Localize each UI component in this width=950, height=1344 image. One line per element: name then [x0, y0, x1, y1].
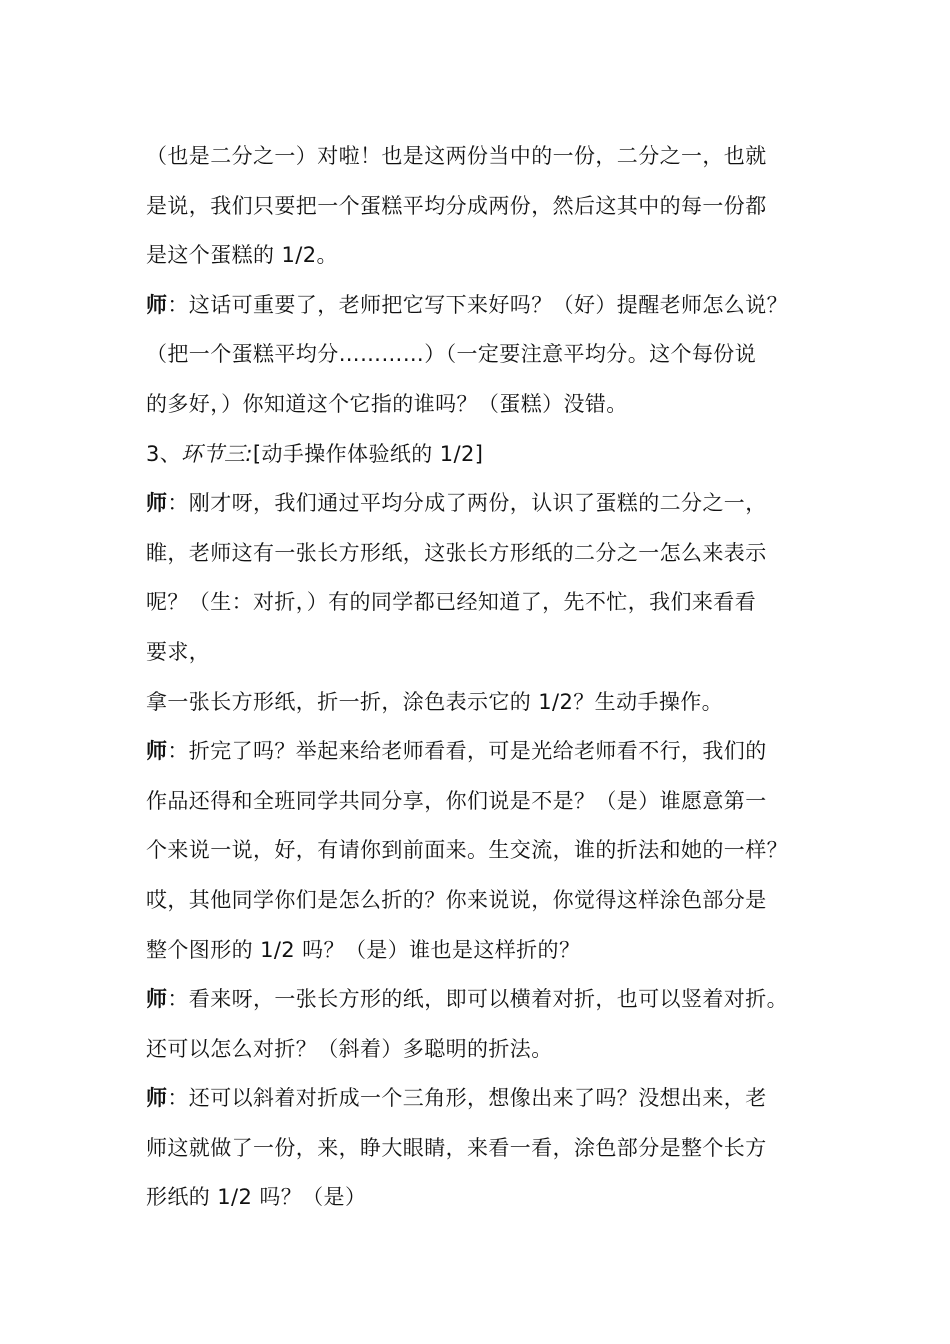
text-line: 呢？（生：对折，）有的同学都已经知道了，先不忙，我们来看看 [146, 590, 757, 615]
text-span: ：刚才呀，我们通过平均分成了两份，认识了蛋糕的二分之一， [167, 491, 767, 516]
heading-text: [动手操作体验纸的 1/2] [252, 441, 484, 466]
text-line: 是说，我们只要把一个蛋糕平均分成两份，然后这其中的每一份都 [146, 193, 767, 218]
text-span: ：这话可重要了，老师把它写下来好吗？（好）提醒老师怎么说？ [167, 292, 789, 317]
section-heading [146, 430, 836, 480]
text-line [146, 281, 836, 331]
text-line: 形纸的 1/2 吗？（是） [146, 1185, 367, 1210]
text-line: 整个图形的 1/2 吗？（是）谁也是这样折的？ [146, 937, 581, 962]
text-span: ：看来呀，一张长方形的纸，即可以横着对折，也可以竖着对折。 [167, 987, 789, 1012]
text-span: ：折完了吗？举起来给老师看看，可是光给老师看不行，我们的 [167, 739, 767, 764]
text-line: 作品还得和全班同学共同分享，你们说是不是？（是）谁愿意第一 [146, 788, 767, 813]
speaker-label: 师 [146, 739, 168, 764]
heading-number: 3、 [146, 441, 182, 466]
text-line: 是这个蛋糕的 1/2。 [146, 243, 338, 268]
text-line: 师这就做了一份，来，睁大眼睛，来看一看，涂色部分是整个长方 [146, 1135, 767, 1160]
text-span: ：还可以斜着对折成一个三角形，想像出来了吗？没想出来，老 [167, 1086, 767, 1111]
speaker-label: 师 [146, 1086, 168, 1111]
text-line: 拿一张长方形纸，折一折，涂色表示它的 1/2？生动手操作。 [146, 689, 724, 714]
text-line: 的多好，）你知道这个它指的谁吗？（蛋糕）没错。 [146, 391, 628, 416]
text-line [146, 975, 836, 1025]
text-line: （也是二分之一）对啦！也是这两份当中的一份，二分之一，也就 [146, 144, 767, 168]
speaker-label: 师 [146, 491, 168, 516]
speaker-label: 师 [146, 292, 168, 317]
text-line: 还可以怎么对折？（斜着）多聪明的折法。 [146, 1036, 553, 1061]
text-line: 要求， [146, 639, 211, 664]
text-line: 哎，其他同学你们是怎么折的？你来说说，你觉得这样涂色部分是 [146, 887, 767, 912]
text-line [146, 727, 836, 777]
text-line: 睢，老师这有一张长方形纸，这张长方形纸的二分之一怎么来表示 [146, 540, 767, 565]
document-body [146, 132, 836, 1223]
text-line [146, 479, 836, 529]
text-line: 个来说一说，好，有请你到前面来。生交流，谁的折法和她的一样？ [146, 838, 788, 863]
speaker-label: 师 [146, 987, 168, 1012]
text-line: （把一个蛋糕平均分…………）（一定要注意平均分。这个每份说 [146, 342, 757, 367]
text-line [146, 1074, 836, 1124]
heading-italic: 环节三: [181, 441, 253, 466]
